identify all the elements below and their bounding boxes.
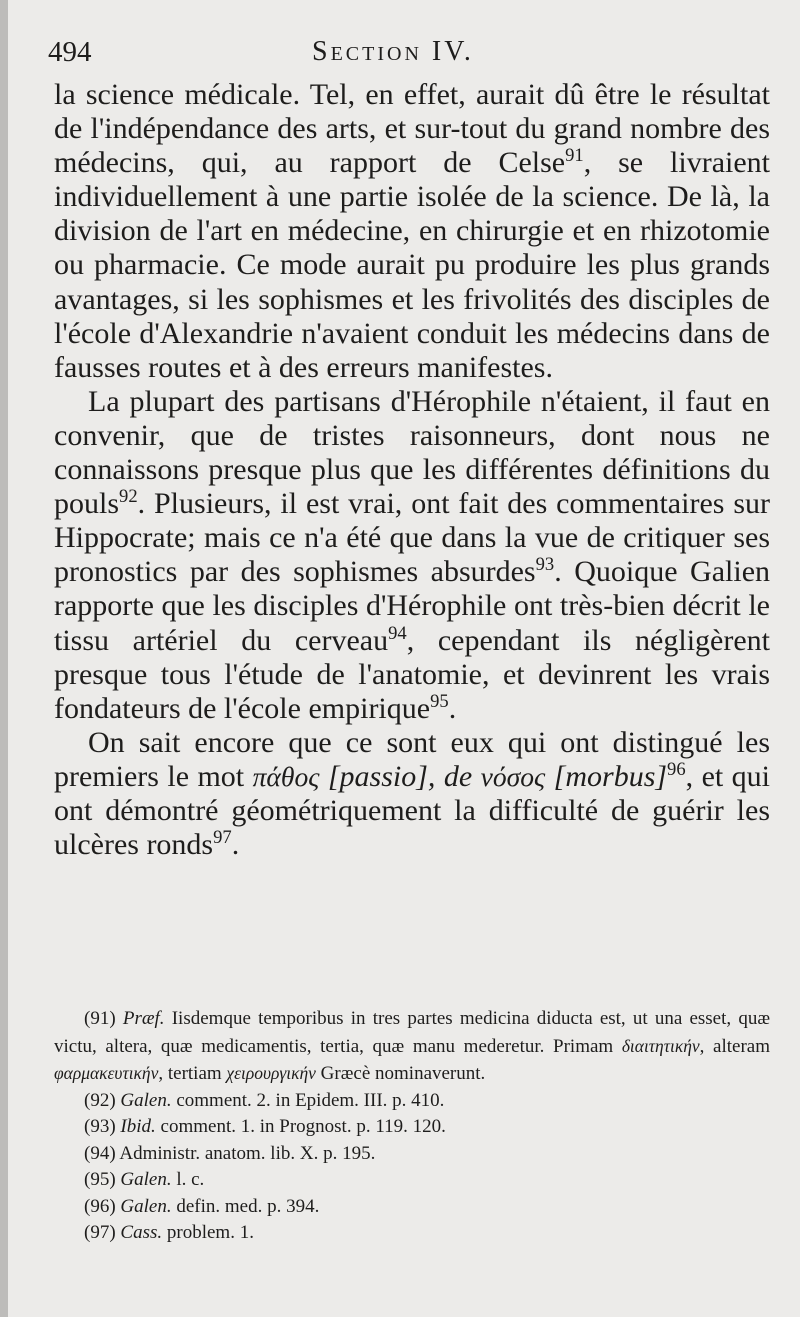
footnote-number: (95) — [84, 1169, 116, 1190]
footnote-text: Iisdemque temporibus in tres partes medicina diducta est, ut una esset, quæ victu, altera, quæ medicamentis, tertia, quæ manu mederetur. Primam — [54, 1008, 770, 1057]
page-number: 494 — [48, 36, 92, 68]
footnote-ref: 94 — [388, 622, 407, 644]
footnote-ref: 92 — [119, 486, 138, 508]
footnote-number: (92) — [84, 1089, 116, 1111]
greek-word: φαρμακευτικήν — [54, 1063, 159, 1083]
greek-word: πάθος — [252, 760, 320, 792]
footnote-number: (93) — [84, 1116, 116, 1137]
footnote-93 — [54, 1114, 770, 1141]
footnote-text: , alteram — [699, 1035, 770, 1057]
footnote-number: (94) — [84, 1142, 116, 1164]
footnote-91 — [54, 1006, 770, 1088]
text-run: . Plusieurs, il est vrai, ont fait des commentaires sur Hippocrate; mais ce n'a été que dans la vue de critiquer ses pronostics par des sophismes absurdes — [54, 487, 770, 589]
body-text — [54, 78, 770, 862]
text-run: [passio], de — [319, 759, 481, 793]
footnote-text: , tertiam — [158, 1063, 227, 1084]
footnote-source: Galen. — [120, 1169, 172, 1190]
footnote-number: (91) — [84, 1008, 116, 1029]
footnote-source: Præf. — [122, 1008, 165, 1029]
footnote-92 — [54, 1088, 770, 1115]
text-run: , et qui ont démontré géométriquement la difficulté de guérir les ulcères ronds — [54, 759, 770, 862]
paragraph-3 — [54, 726, 770, 862]
footnote-96 — [54, 1194, 770, 1221]
footnote-source: Galen. — [120, 1089, 172, 1111]
footnote-source: Cass. — [120, 1222, 163, 1243]
footnote-ref: 96 — [667, 758, 686, 780]
footnote-ref: 91 — [565, 145, 584, 167]
greek-word: διαιτητικήν — [621, 1035, 700, 1056]
footnote-text: problem. 1. — [162, 1222, 254, 1243]
section-title: Section IV. — [312, 36, 474, 67]
text-run: . — [448, 691, 457, 725]
footnote-text: defin. med. p. 394. — [171, 1195, 320, 1217]
greek-word: νόσος — [480, 760, 546, 792]
greek-word: χειρουργικήν — [226, 1063, 316, 1083]
footnote-text: Græcè nominaverunt. — [315, 1063, 486, 1084]
footnote-text: comment. 2. in Epidem. III. p. 410. — [171, 1089, 445, 1111]
text-run: [morbus] — [545, 759, 668, 793]
footnote-95 — [54, 1167, 770, 1194]
footnote-ref: 93 — [535, 554, 555, 576]
footnote-text: Administr. anatom. lib. X. p. 195. — [115, 1142, 376, 1164]
text-run: . Quoique Galien rapporte que les disciples d'Hérophile ont très-bien décrit le tissu artériel du cerveau — [54, 555, 771, 657]
paragraph-2 — [54, 385, 770, 726]
text-run: , cependant ils négligèrent presque tous l'étude de l'anatomie, et devinrent les vrais fondateurs de l'école empirique — [54, 623, 770, 725]
text-run: . — [231, 828, 240, 862]
footnote-97 — [54, 1220, 770, 1247]
text-run: la science médicale. Tel, en effet, aurait dû être le résultat de l'indépendance des arts, et sur-tout du grand nombre des médecins, qui, au rapport de Celse — [54, 78, 770, 180]
footnotes — [54, 1006, 770, 1247]
footnote-text: l. c. — [171, 1169, 205, 1190]
footnote-ref: 97 — [213, 827, 232, 849]
text-run: , se livraient individuellement à une partie isolée de la science. De là, la division de l'art en médecine, en chirurgie et en rhizotomie ou pharmacie. Ce mode aurait pu produire les plus grands avantages, si les sophismes et les frivolités des disciples de l'école d'Alexandrie n'avaient conduit les médecins dans de fausses routes et à des erreurs manifestes. — [54, 146, 771, 384]
footnote-text: comment. 1. in Prognost. p. 119. 120. — [155, 1116, 446, 1137]
footnote-source: Galen. — [120, 1195, 172, 1217]
footnote-ref: 95 — [430, 690, 449, 712]
text-run: La plupart des partisans d'Hérophile n'étaient, il faut en convenir, que de tristes raisonneurs, dont nous ne connaissons presque plus que les différentes définitions du pouls — [54, 384, 770, 521]
text-run: On sait encore que ce sont eux qui ont distingué les premiers le mot — [54, 725, 770, 793]
paragraph-1 — [54, 78, 770, 385]
footnote-number: (97) — [84, 1222, 116, 1243]
footnote-source: Ibid. — [120, 1116, 156, 1137]
footnote-number: (96) — [84, 1195, 116, 1217]
footnote-94 — [54, 1141, 770, 1168]
